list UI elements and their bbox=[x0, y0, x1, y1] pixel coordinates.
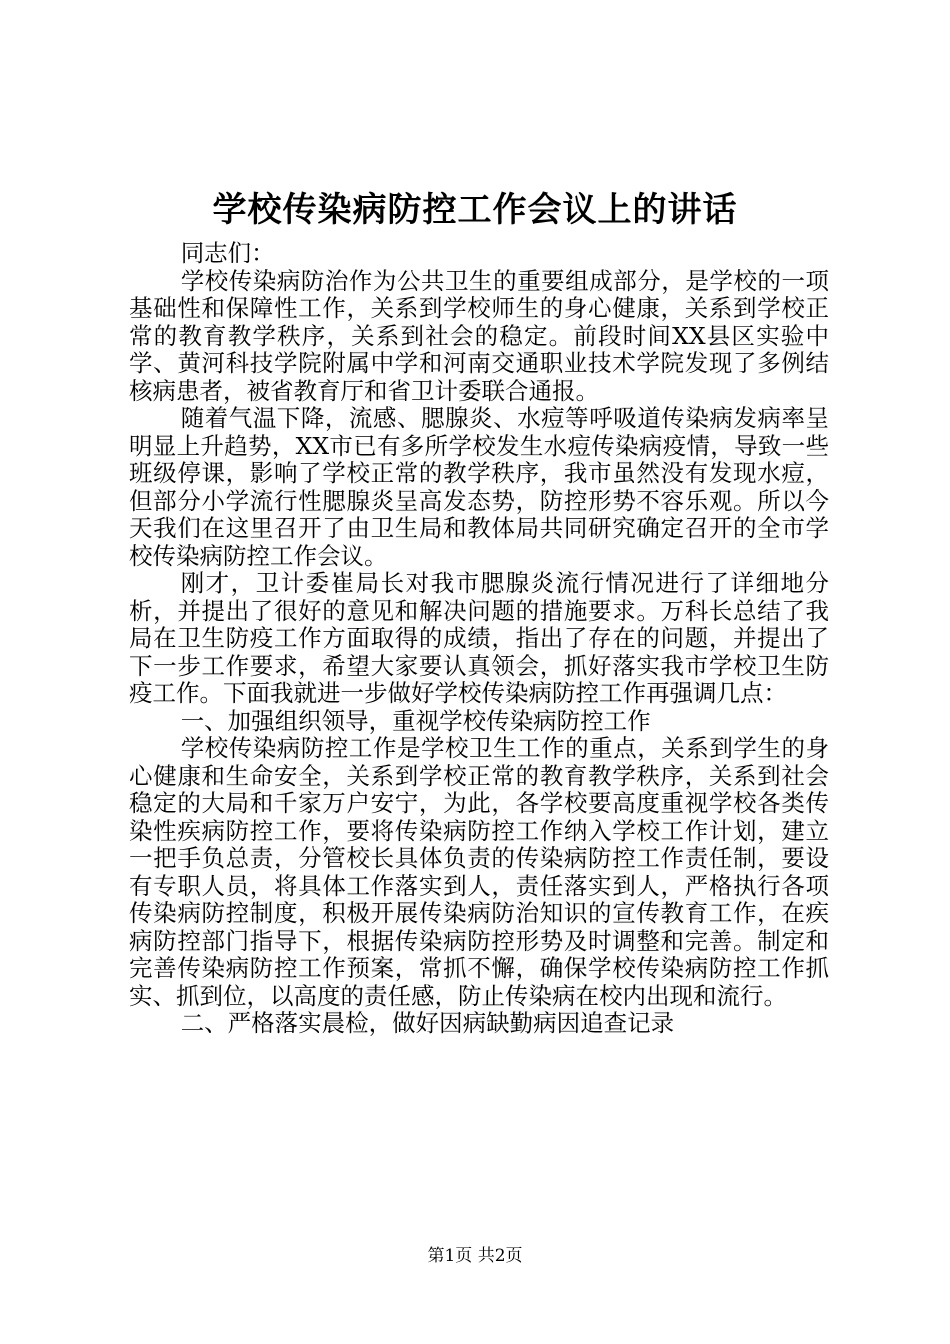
section-heading-1: 一、加强组织领导，重视学校传染病防控工作 bbox=[180, 706, 651, 735]
section-heading-2: 二、严格落实晨检，做好因病缺勤病因追查记录 bbox=[180, 1009, 675, 1037]
paragraph-intro: 学校传染病防治作为公共卫生的重要组成部分，是学校的一项基础性和保障性工作，关系到学校师生的身心健康，关系到学校正常的教育教学秩序，关系到社会的稳定。前段时间XX县区实验中学、黄河科技学院附属中学和河南交通职业技术学院发现了多例结核病患者，被省教育厅和省卫计委联合通报。 bbox=[129, 266, 829, 405]
paragraph-section-1: 学校传染病防控工作是学校卫生工作的重点，关系到学生的身心健康和生命安全，关系到学校正常的教育教学秩序，关系到社会稳定的大局和千家万户安宁，为此，各学校要高度重视学校各类传染性疾病防控工作，要将传染病防控工作纳入学校工作计划，建立一把手负总责，分管校长具体负责的传染病防控工作责任制，要设有专职人员，将具体工作落实到人，责任落实到人，严格执行各项传染病防控制度，积极开展传染病防治知识的宣传教育工作，在疾病防控部门指导下，根据传染病防控形势及时调整和完善。制定和完善传染病防控工作预案，常抓不懈，确保学校传染病防控工作抓实、抓到位，以高度的责任感，防止传染病在校内出现和流行。 bbox=[129, 734, 829, 1010]
paragraph-epidemic-situation: 随着气温下降，流感、腮腺炎、水痘等呼吸道传染病发病率呈明显上升趋势，XX市已有多所学校发生水痘传染病疫情，导致一些班级停课，影响了学校正常的教学秩序，我市虽然没有发现水痘，但部分小学流行性腮腺炎呈高发态势，防控形势不容乐观。所以今天我们在这里召开了由卫生局和教体局共同研究确定召开的全市学校传染病防控工作会议。 bbox=[129, 404, 829, 570]
paragraph-previous-speakers: 刚才，卫计委崔局长对我市腮腺炎流行情况进行了详细地分析，并提出了很好的意见和解决问题的措施要求。万科长总结了我局在卫生防疫工作方面取得的成绩，指出了存在的问题，并提出了下一步工作要求，希望大家要认真领会，抓好落实我市学校卫生防疫工作。下面我就进一步做好学校传染病防控工作再强调几点： bbox=[129, 569, 829, 707]
document-title: 学校传染病防控工作会议上的讲话 bbox=[212, 190, 738, 230]
salutation: 同志们： bbox=[180, 239, 275, 267]
document-body bbox=[129, 240, 829, 1038]
page-footer: 第1页 共2页 bbox=[427, 1246, 523, 1266]
